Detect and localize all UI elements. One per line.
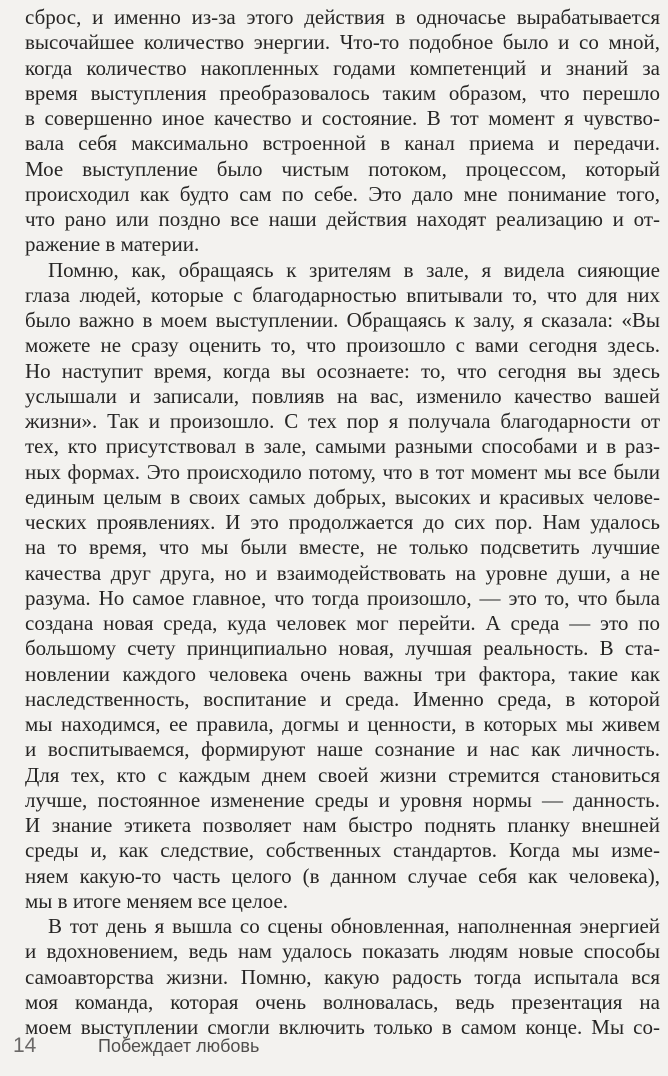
text-line: и воспитываемся, формируют наше сознание и нас как личность. <box>25 737 660 762</box>
text-line: услышали и записали, повлияв на вас, изменило качество вашей <box>25 383 660 408</box>
text-line: высочайшее количество энергии. Что-то подобное было и со мной, <box>25 30 660 55</box>
text-line: на то время, что мы были вместе, не только подсветить лучшие <box>25 535 660 560</box>
text-line: и вдохновением, ведь нам удалось показать людям новые способы <box>25 939 660 964</box>
text-line: было важно в моем выступлении. Обращаясь к залу, я сказала: «Вы <box>25 308 660 332</box>
text-line: время выступления преобразовалось таким образом, что перешло <box>25 80 660 105</box>
text-line: И знание этикета позволяет нам быстро поднять планку внешней <box>25 813 660 837</box>
text-line: Мое выступление было чистым потоком, процессом, который <box>25 156 660 181</box>
text-line: ражение в материи. <box>25 232 200 257</box>
text-line: тех, кто присутствовал в зале, самыми разными способами и в раз- <box>25 434 660 459</box>
text-line: В тот день я вышла со сцены обновленная, наполненная энергией <box>48 914 660 938</box>
text-line: среды и, как следствие, собственных стандартов. Когда мы изме- <box>25 838 660 863</box>
text-line: в совершенно иное качество и состояние. В тот момент я чувство- <box>25 106 660 130</box>
text-line: происходил как будто сам по себе. Это дало мне понимание того, <box>25 181 660 206</box>
text-line: Для тех, кто с каждым днем своей жизни стремится становиться <box>25 762 660 787</box>
running-title: Побеждает любовь <box>98 1036 260 1056</box>
text-line: сброс, и именно из-за этого действия в одночасье вырабатывается <box>25 5 660 29</box>
text-line: наследственность, воспитание и среда. Именно среда, в которой <box>25 686 660 711</box>
text-line: Помню, как, обращаясь к зрителям в зале, я видела сияющие <box>48 257 660 282</box>
text-line: моя команда, которая очень волновалась, ведь презентация на <box>25 989 660 1014</box>
text-line: новлении каждого человека очень важны три фактора, такие как <box>25 661 660 686</box>
text-line: можете не сразу оценить то, что произошло с вами сегодня здесь. <box>25 333 660 358</box>
text-line: большому счету принципиально новая, лучшая реальность. В ста- <box>25 636 660 661</box>
text-line: лучше, постоянное изменение среды и уровня нормы — данность. <box>25 787 660 812</box>
text-line: мы в итоге меняем все целое. <box>25 888 289 913</box>
text-line: няем какую-то часть целого (в данном случае себя как человека), <box>25 863 660 888</box>
text-line: мы находимся, ее правила, догмы и ценности, в которых мы живем <box>25 712 660 736</box>
text-line: создана новая среда, куда человек мог перейти. А среда — это по <box>25 611 660 635</box>
text-line: ческих проявлениях. И это продолжается до сих пор. Нам удалось <box>25 510 660 534</box>
text-line: когда количество накопленных годами компетенций и знаний за <box>25 55 660 80</box>
text-line: вала себя максимально встроенной в канал приема и передачи. <box>25 131 660 156</box>
text-line: моем выступлении смогли включить только в самом конце. Мы со- <box>25 1015 660 1039</box>
text-line: единым целым в своих самых добрых, высоких и красивых челове- <box>25 484 660 509</box>
text-line: ных формах. Это происходило потому, что в тот момент мы все были <box>25 459 660 484</box>
text-line: Но наступит время, когда вы осознаете: то, что сегодня вы здесь <box>25 358 660 383</box>
page-number: 14 <box>13 1034 37 1057</box>
text-line: самоавторства жизни. Помню, какую радость тогда испытала вся <box>25 964 660 989</box>
text-line: что рано или поздно все наши действия находят реализацию и от- <box>25 207 660 231</box>
page-footer <box>0 1034 668 1064</box>
text-line: разума. Но самое главное, что тогда произошло, — это то, что была <box>25 585 660 610</box>
text-line: качества друг друга, но и взаимодействовать на уровне души, а не <box>25 560 660 585</box>
text-line: жизни». Так и произошло. С тех пор я получала благодарности от <box>25 409 660 433</box>
text-line: глаза людей, которые с благодарностью впитывали то, что для них <box>25 282 660 307</box>
